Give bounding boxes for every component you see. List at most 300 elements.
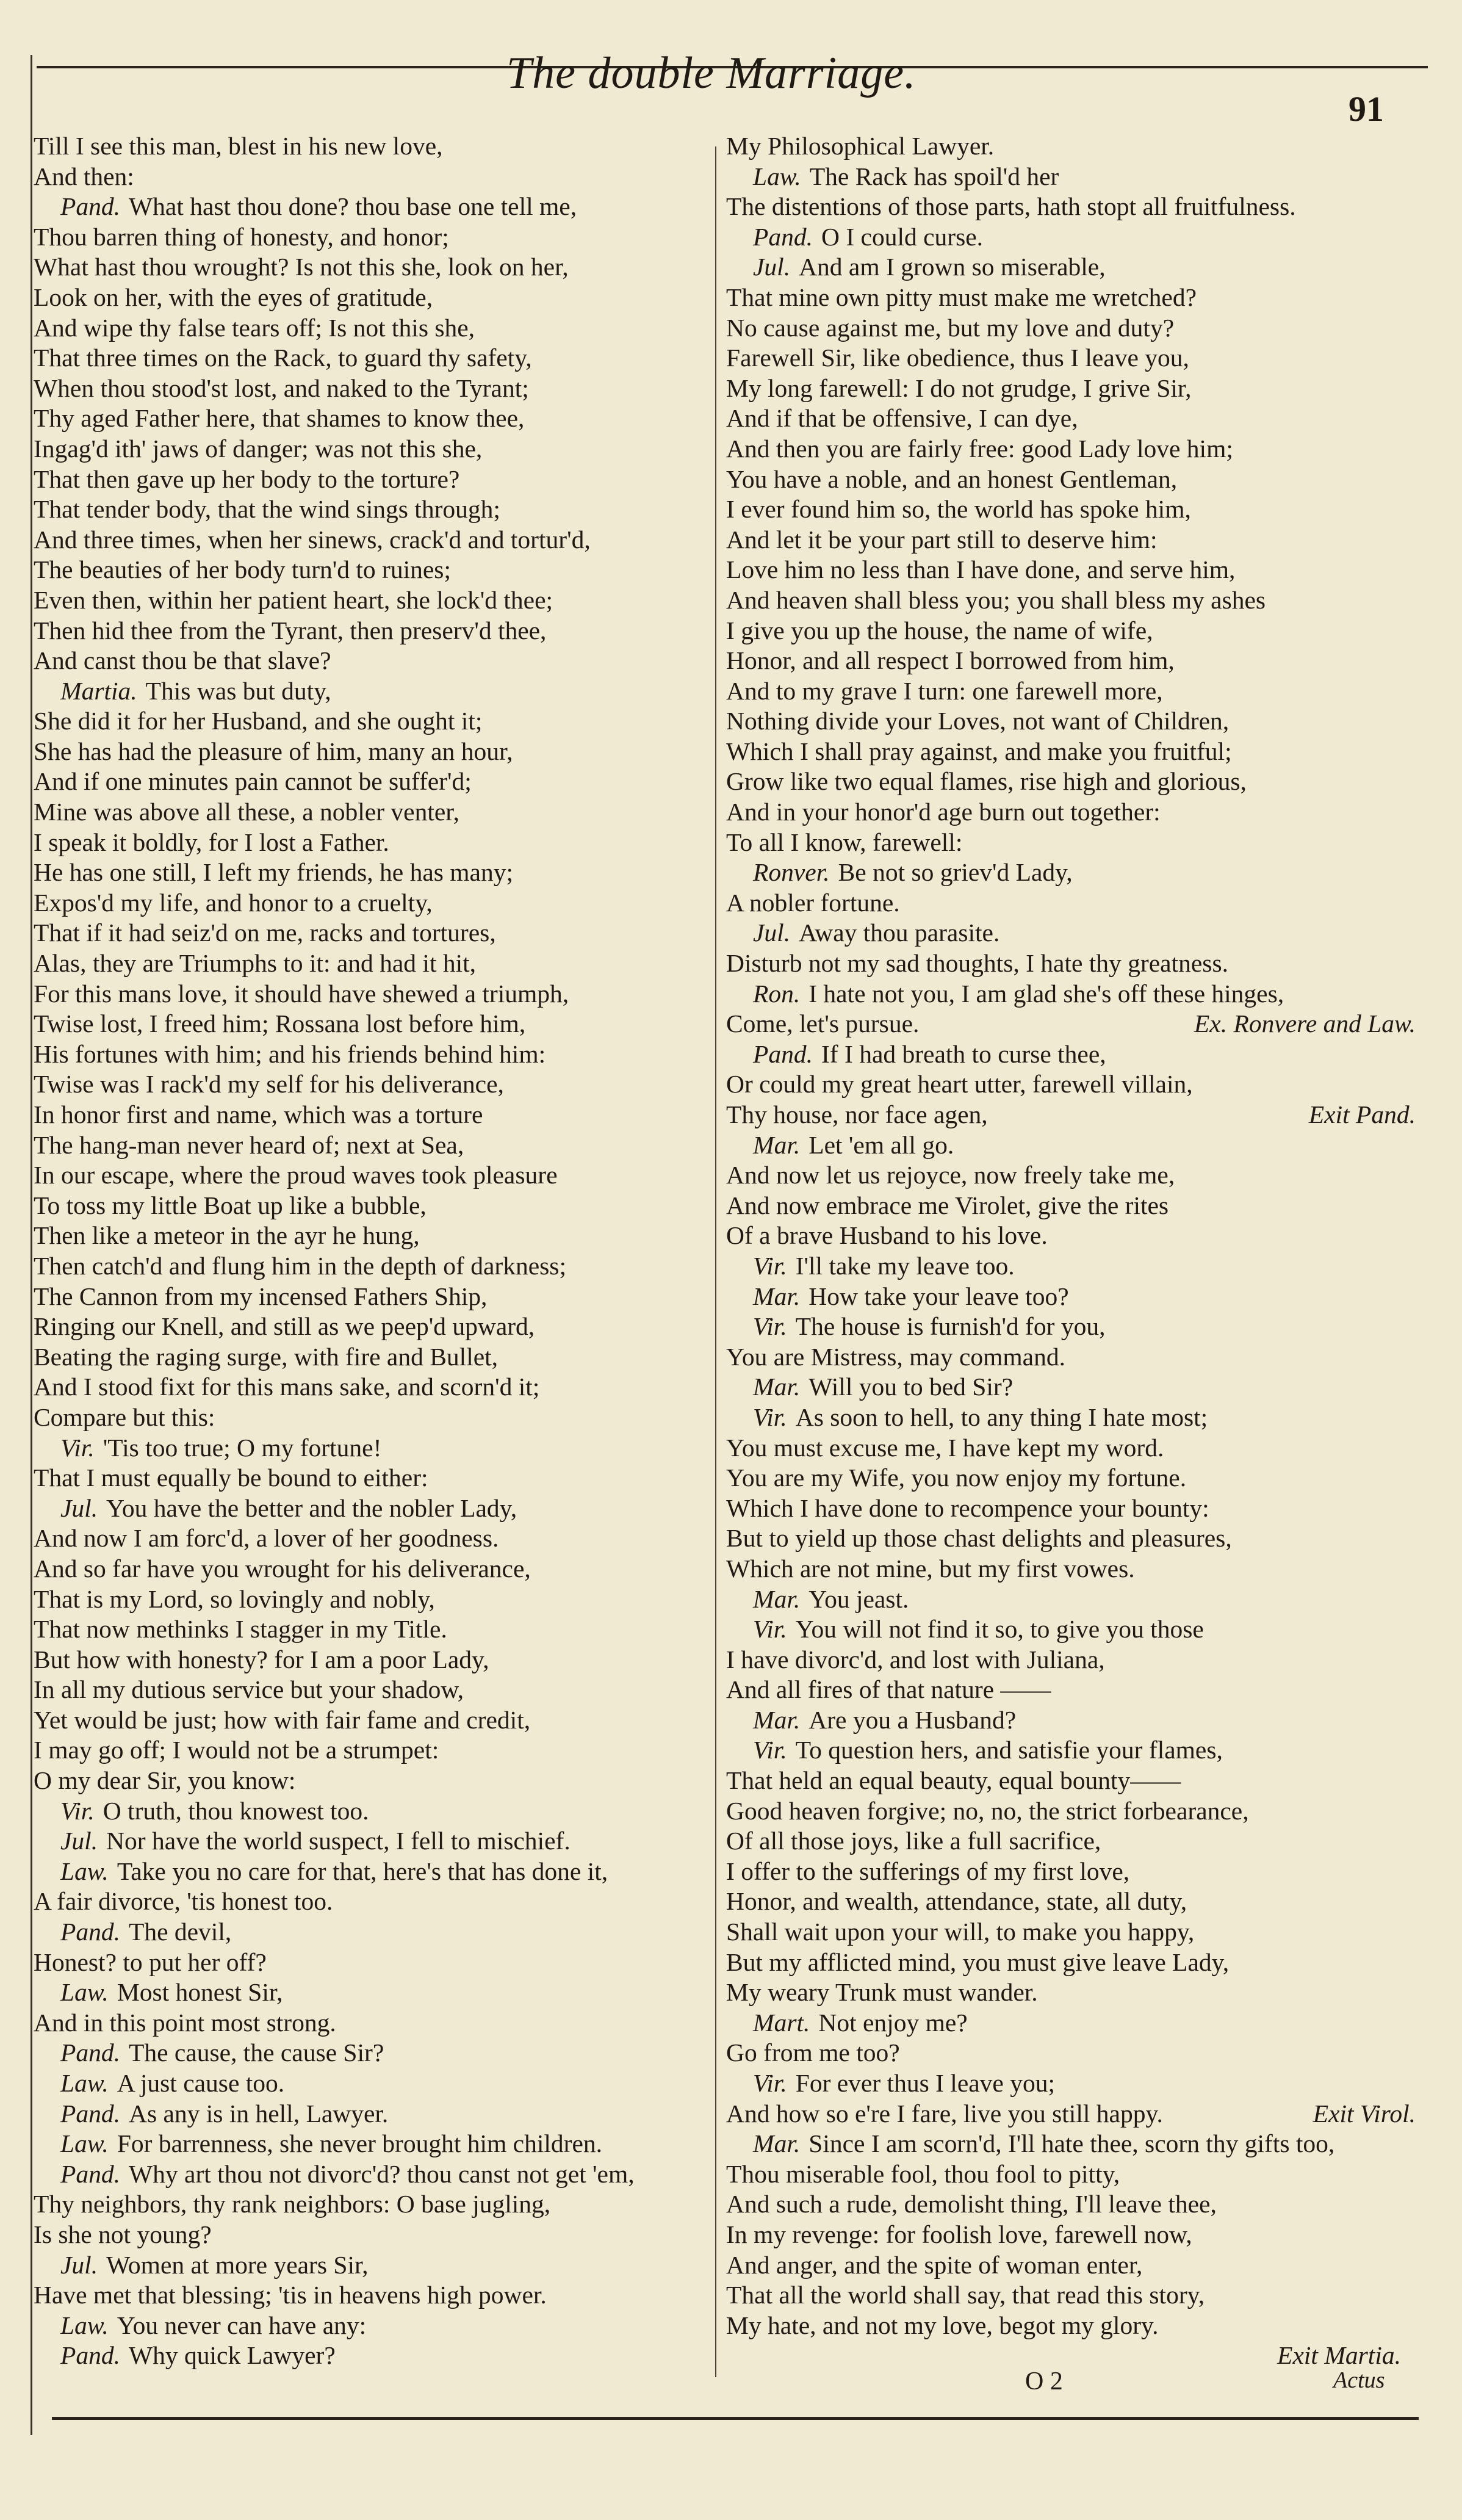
line-text: Honest? to put her off? — [34, 1948, 267, 1976]
verse-line — [34, 434, 717, 464]
speaker-label: Vir. — [60, 1796, 95, 1825]
line-text: I have divorc'd, and lost with Juliana, — [726, 1645, 1105, 1673]
verse-line — [726, 434, 1416, 464]
line-text: Most honest Sir, — [117, 1978, 283, 2007]
line-text: Look on her, with the eyes of gratitude, — [34, 283, 433, 311]
verse-line — [726, 797, 1416, 828]
verse-line — [34, 616, 717, 646]
verse-line — [726, 585, 1416, 616]
verse-line — [726, 1554, 1416, 1584]
verse-line — [34, 131, 717, 162]
line-text: Thou miserable fool, thou fool to pitty, — [726, 2159, 1120, 2188]
verse-line — [34, 2220, 717, 2250]
verse-line — [726, 2280, 1416, 2311]
line-text: When thou stood'st lost, and naked to the Tyrant; — [34, 374, 529, 402]
speaker-label: Law. — [60, 1857, 109, 1885]
verse-line — [726, 1282, 1416, 1312]
line-text: What hast thou done? thou base one tell me, — [128, 192, 577, 221]
verse-line — [34, 948, 717, 979]
line-text: Even then, within her patient heart, she lock'd thee; — [34, 585, 553, 614]
line-text: And now let us rejoyce, now freely take me, — [726, 1161, 1175, 1190]
line-text: 'Tis too true; O my fortune! — [103, 1433, 382, 1462]
verse-line — [726, 2038, 1416, 2068]
verse-line — [726, 1069, 1416, 1100]
verse-line — [726, 1675, 1416, 1705]
speaker-label: Martia. — [60, 676, 137, 705]
verse-line — [726, 767, 1416, 797]
verse-line — [34, 283, 717, 313]
line-text: And now I am forc'd, a lover of her goodness. — [34, 1524, 499, 1553]
verse-line — [726, 1130, 1416, 1161]
verse-line — [34, 1705, 717, 1736]
verse-line — [34, 1251, 717, 1282]
verse-line — [726, 1221, 1416, 1251]
line-text: For ever thus I leave you; — [795, 2069, 1055, 2097]
verse-line — [34, 1463, 717, 1493]
speaker-label: Law. — [60, 1978, 109, 2007]
verse-line — [34, 374, 717, 404]
verse-line — [34, 1614, 717, 1645]
verse-line — [726, 2250, 1416, 2281]
line-text: His fortunes with him; and his friends behind him: — [34, 1039, 546, 1068]
line-text: And so far have you wrought for his deliverance, — [34, 1554, 531, 1583]
verse-line — [726, 1584, 1416, 1615]
line-text: I ever found him so, the world has spoke him, — [726, 495, 1191, 524]
verse-line — [34, 2341, 717, 2371]
speaker-label: Jul. — [753, 919, 791, 947]
verse-line — [726, 131, 1416, 162]
line-text: Away thou parasite. — [799, 919, 1000, 947]
line-text: Alas, they are Triumphs to it: and had it hit, — [34, 949, 477, 978]
verse-line — [34, 676, 717, 707]
verse-line — [726, 494, 1416, 525]
line-text: Beating the raging surge, with fire and Bullet, — [34, 1342, 499, 1371]
verse-line — [34, 979, 717, 1009]
line-text: Good heaven forgive; no, no, the strict forbearance, — [726, 1796, 1249, 1825]
verse-line — [726, 1372, 1416, 1403]
verse-line — [34, 1372, 717, 1403]
line-text: I give you up the house, the name of wife, — [726, 616, 1153, 644]
catchword: Actus — [1333, 2367, 1385, 2393]
line-text: Twise lost, I freed him; Rossana lost before him, — [34, 1009, 526, 1038]
line-text: That three times on the Rack, to guard thy safety, — [34, 344, 532, 372]
line-text: That now methinks I stagger in my Title. — [34, 1615, 447, 1644]
verse-line — [34, 2159, 717, 2190]
line-text: In my revenge: for foolish love, farewell now, — [726, 2220, 1192, 2248]
verse-line — [726, 2099, 1416, 2129]
verse-line — [34, 767, 717, 797]
line-text: The house is furnish'd for you, — [795, 1312, 1106, 1341]
verse-line — [726, 2129, 1416, 2159]
line-text: Will you to bed Sir? — [808, 1373, 1014, 1401]
verse-line — [726, 1977, 1416, 2008]
verse-line — [726, 676, 1416, 707]
line-text: You are Mistress, may command. — [726, 1342, 1065, 1371]
speaker-label: Ron. — [753, 979, 801, 1008]
line-text: Nor have the world suspect, I fell to mischief. — [106, 1827, 571, 1855]
verse-line — [34, 1191, 717, 1221]
line-text: My long farewell: I do not grudge, I grive Sir, — [726, 374, 1192, 402]
verse-line — [726, 979, 1416, 1009]
speaker-label: Vir. — [60, 1433, 95, 1462]
verse-line — [726, 1766, 1416, 1796]
verse-line — [726, 222, 1416, 253]
line-text: Thy aged Father here, that shames to know thee, — [34, 404, 525, 433]
verse-line — [34, 162, 717, 192]
verse-line — [34, 2280, 717, 2311]
verse-line — [34, 1282, 717, 1312]
speaker-label: Jul. — [753, 253, 791, 281]
line-text: Not enjoy me? — [818, 2008, 968, 2037]
line-text: Then like a meteor in the ayr he hung, — [34, 1221, 420, 1250]
stage-direction: Exit Martia. — [1277, 2341, 1401, 2370]
line-text: Have met that blessing; 'tis in heavens high power. — [34, 2281, 547, 2309]
verse-line — [34, 1069, 717, 1100]
line-text: And in your honor'd age burn out together: — [726, 798, 1161, 826]
verse-line — [726, 1493, 1416, 1524]
line-text: But how with honesty? for I am a poor Lady, — [34, 1645, 489, 1673]
verse-line — [34, 1857, 717, 1887]
line-text: The distentions of those parts, hath stopt all fruitfulness. — [726, 192, 1296, 221]
line-text: Yet would be just; how with fair fame and credit, — [34, 1705, 531, 1734]
verse-line — [726, 616, 1416, 646]
verse-line — [34, 706, 717, 737]
line-text: Disturb not my sad thoughts, I hate thy greatness. — [726, 949, 1228, 978]
verse-line — [726, 1191, 1416, 1221]
line-text: And then you are fairly free: good Lady love him; — [726, 434, 1233, 463]
line-text: My hate, and not my love, begot my glory. — [726, 2311, 1159, 2339]
line-text: To question hers, and satisfie your flames, — [795, 1736, 1223, 1764]
left-column — [34, 131, 717, 2371]
line-text: The beauties of her body turn'd to ruines; — [34, 555, 451, 584]
verse-line — [726, 1917, 1416, 1948]
verse-line — [34, 1130, 717, 1161]
line-text: A fair divorce, 'tis honest too. — [34, 1887, 333, 1916]
line-text: As soon to hell, to any thing I hate most; — [795, 1403, 1208, 1431]
verse-line — [726, 2311, 1416, 2341]
verse-line — [34, 1342, 717, 1373]
stage-direction: Exit Pand. — [1308, 1100, 1416, 1128]
verse-line — [726, 374, 1416, 404]
line-text: That I must equally be bound to either: — [34, 1464, 428, 1492]
verse-line — [726, 1796, 1416, 1827]
verse-line — [34, 1584, 717, 1615]
verse-line — [726, 1705, 1416, 1736]
line-text: Twise was I rack'd my self for his deliverance, — [34, 1070, 504, 1099]
speaker-label: Law. — [60, 2311, 109, 2339]
line-text: Come, let's pursue. — [726, 1009, 920, 1038]
line-text: She has had the pleasure of him, many an hour, — [34, 737, 513, 765]
line-text: How take your leave too? — [808, 1282, 1069, 1310]
stage-direction: Ex. Ronvere and Law. — [1194, 1009, 1416, 1038]
line-text: I offer to the sufferings of my first love, — [726, 1857, 1130, 1885]
line-text: And wipe thy false tears off; Is not this she, — [34, 313, 475, 342]
signature-mark: O 2 — [1025, 2367, 1063, 2395]
footer-rule — [52, 2417, 1419, 2420]
speaker-label: Mar. — [753, 1705, 801, 1734]
speaker-label: Vir. — [753, 1312, 787, 1341]
speaker-label: Pand. — [753, 1039, 813, 1068]
line-text: That mine own pitty must make me wretched? — [726, 283, 1197, 311]
line-text: The Cannon from my incensed Fathers Ship, — [34, 1282, 488, 1310]
verse-line — [726, 1886, 1416, 1917]
line-text: Take you no care for that, here's that has done it, — [117, 1857, 608, 1885]
verse-line — [34, 2189, 717, 2220]
line-text: Which I have done to recompence your bounty: — [726, 1493, 1209, 1522]
verse-line — [726, 403, 1416, 434]
line-text: Honor, and wealth, attendance, state, all duty, — [726, 1887, 1187, 1916]
verse-line — [34, 1796, 717, 1827]
line-text: That all the world shall say, that read this story, — [726, 2281, 1205, 2309]
verse-line — [34, 222, 717, 253]
line-text: Shall wait upon your will, to make you happy, — [726, 1918, 1195, 1946]
line-text: My Philosophical Lawyer. — [726, 132, 995, 160]
verse-line — [726, 828, 1416, 858]
verse-line — [726, 1826, 1416, 1857]
line-text: I hate not you, I am glad she's off these hinges, — [808, 979, 1284, 1008]
speaker-label: Pand. — [60, 2159, 120, 2188]
speaker-label: Mar. — [753, 1584, 801, 1613]
line-text: In honor first and name, which was a torture — [34, 1100, 483, 1128]
line-text: And anger, and the spite of woman enter, — [726, 2250, 1143, 2279]
speaker-label: Vir. — [753, 1615, 787, 1644]
verse-line — [34, 1917, 717, 1948]
line-text: And three times, when her sinews, crack'd and tortur'd, — [34, 525, 591, 554]
line-text: A just cause too. — [117, 2069, 285, 2097]
line-text: And I stood fixt for this mans sake, and scorn'd it; — [34, 1373, 540, 1401]
speaker-label: Pand. — [60, 2341, 120, 2370]
verse-line — [34, 797, 717, 828]
verse-line — [726, 888, 1416, 919]
verse-line — [726, 1948, 1416, 1978]
line-text: Thy neighbors, thy rank neighbors: O base jugling, — [34, 2190, 551, 2219]
speaker-label: Pand. — [60, 192, 120, 221]
line-text: Till I see this man, blest in his new love, — [34, 132, 443, 160]
verse-line — [34, 2068, 717, 2099]
line-text: The cause, the cause Sir? — [128, 2038, 384, 2067]
line-text: Of all those joys, like a full sacrifice, — [726, 1827, 1101, 1855]
verse-line — [34, 828, 717, 858]
verse-line — [726, 1160, 1416, 1191]
line-text: Or could my great heart utter, farewell villain, — [726, 1070, 1193, 1099]
verse-line — [34, 1523, 717, 1554]
line-text: You never can have any: — [117, 2311, 367, 2339]
line-text: You are my Wife, you now enjoy my fortune. — [726, 1464, 1187, 1492]
verse-line — [726, 1523, 1416, 1554]
verse-line — [34, 1403, 717, 1433]
speaker-label: Mar. — [753, 1282, 801, 1310]
line-text: Honor, and all respect I borrowed from him, — [726, 646, 1175, 675]
line-text: And now embrace me Virolet, give the rites — [726, 1191, 1169, 1219]
verse-line — [726, 1403, 1416, 1433]
verse-line — [34, 1977, 717, 2008]
right-column — [726, 131, 1416, 2371]
verse-line — [726, 1100, 1416, 1130]
verse-line — [726, 1463, 1416, 1493]
line-text: This was but duty, — [145, 676, 331, 705]
line-text: Grow like two equal flames, rise high and glorious, — [726, 767, 1247, 796]
line-text: Nothing divide your Loves, not want of Children, — [726, 707, 1230, 735]
line-text: And how so e're I fare, live you still happy. — [726, 2099, 1163, 2128]
speaker-label: Vir. — [753, 1403, 787, 1431]
verse-line — [34, 252, 717, 283]
line-text: Women at more years Sir, — [106, 2250, 369, 2279]
verse-line — [726, 162, 1416, 192]
line-text: And then: — [34, 162, 134, 190]
verse-line — [726, 2220, 1416, 2250]
verse-line — [34, 494, 717, 525]
verse-line — [34, 2038, 717, 2068]
verse-line — [726, 1433, 1416, 1464]
line-text: Mine was above all these, a nobler venter, — [34, 798, 459, 826]
line-text: And let it be your part still to deserve him: — [726, 525, 1158, 554]
verse-line — [726, 706, 1416, 737]
line-text: Expos'd my life, and honor to a cruelty, — [34, 888, 433, 917]
line-text: Ingag'd ith' jaws of danger; was not this she, — [34, 434, 483, 463]
line-text: Then catch'd and flung him in the depth of darkness; — [34, 1251, 566, 1280]
verse-line — [726, 283, 1416, 313]
verse-line — [34, 403, 717, 434]
line-text: Farewell Sir, like obedience, thus I leave you, — [726, 344, 1189, 372]
line-text: To all I know, farewell: — [726, 828, 963, 856]
line-text: In our escape, where the proud waves took pleasure — [34, 1161, 558, 1190]
line-text: Are you a Husband? — [808, 1705, 1017, 1734]
line-text: If I had breath to curse thee, — [821, 1039, 1106, 1068]
line-text: He has one still, I left my friends, he has many; — [34, 858, 514, 887]
line-text: The hang-man never heard of; next at Sea, — [34, 1130, 464, 1159]
verse-line — [726, 1342, 1416, 1373]
line-text: You have the better and the nobler Lady, — [106, 1493, 517, 1522]
verse-line — [34, 1312, 717, 1342]
verse-line — [34, 1886, 717, 1917]
line-text: What hast thou wrought? Is not this she, look on her, — [34, 253, 569, 281]
speaker-label: Law. — [60, 2129, 109, 2158]
running-title: The double Marriage. — [506, 48, 916, 98]
line-text: Compare but this: — [34, 1403, 215, 1431]
verse-line — [726, 313, 1416, 344]
verse-line — [34, 525, 717, 555]
line-text: And to my grave I turn: one farewell more, — [726, 676, 1163, 705]
speaker-label: Vir. — [753, 1251, 787, 1280]
line-text: Why art thou not divorc'd? thou canst not get 'em, — [128, 2159, 635, 2188]
verse-line — [34, 1493, 717, 1524]
line-text: I'll take my leave too. — [795, 1251, 1015, 1280]
speaker-label: Mart. — [753, 2008, 810, 2037]
verse-line — [34, 1554, 717, 1584]
verse-line — [726, 948, 1416, 979]
line-text: Then hid thee from the Tyrant, then preserv'd thee, — [34, 616, 547, 644]
line-text: That is my Lord, so lovingly and nobly, — [34, 1584, 435, 1613]
line-text: Ringing our Knell, and still as we peep'd upward, — [34, 1312, 535, 1341]
line-text: Go from me too? — [726, 2038, 900, 2067]
verse-line — [34, 1826, 717, 1857]
line-text: I may go off; I would not be a strumpet: — [34, 1736, 439, 1764]
line-text: And in this point most strong. — [34, 2008, 336, 2037]
line-text: No cause against me, but my love and duty? — [726, 313, 1175, 342]
verse-line — [726, 1857, 1416, 1887]
line-text: You must excuse me, I have kept my word. — [726, 1433, 1164, 1462]
speaker-label: Jul. — [60, 2250, 98, 2279]
line-text: For this mans love, it should have shewed a triumph, — [34, 979, 569, 1008]
verse-line — [34, 192, 717, 222]
line-text: And all fires of that nature —— — [726, 1675, 1051, 1704]
line-text: You have a noble, and an honest Gentleman, — [726, 464, 1178, 493]
line-text: That tender body, that the wind sings through; — [34, 495, 500, 524]
line-text: Is she not young? — [34, 2220, 212, 2248]
verse-line — [34, 2129, 717, 2159]
verse-line — [34, 555, 717, 585]
line-text: My weary Trunk must wander. — [726, 1978, 1038, 2007]
verse-line — [726, 2189, 1416, 2220]
verse-line — [726, 1312, 1416, 1342]
line-text: Be not so griev'd Lady, — [838, 858, 1073, 887]
line-text: That if it had seiz'd on me, racks and tortures, — [34, 919, 496, 947]
line-text: That held an equal beauty, equal bounty—— — [726, 1766, 1181, 1795]
verse-line — [34, 2099, 717, 2129]
verse-line — [726, 1614, 1416, 1645]
verse-line — [726, 918, 1416, 948]
speaker-label: Mar. — [753, 1373, 801, 1401]
verse-line — [34, 2008, 717, 2038]
line-text: And heaven shall bless you; you shall bless my ashes — [726, 585, 1266, 614]
verse-line — [726, 192, 1416, 222]
speaker-label: Ronver. — [753, 858, 830, 887]
verse-line — [726, 1039, 1416, 1070]
line-text: And if that be offensive, I can dye, — [726, 404, 1078, 433]
verse-line — [726, 2159, 1416, 2190]
speaker-label: Mar. — [753, 1130, 801, 1159]
line-text: Thy house, nor face agen, — [726, 1100, 988, 1128]
speaker-label: Law. — [753, 162, 801, 190]
verse-line — [726, 464, 1416, 495]
verse-line — [34, 464, 717, 495]
page-number: 91 — [1349, 89, 1384, 129]
line-text: And if one minutes pain cannot be suffer'd; — [34, 767, 472, 796]
verse-line — [726, 343, 1416, 374]
line-text: A nobler fortune. — [726, 888, 900, 917]
line-text: The devil, — [128, 1918, 232, 1946]
line-text: Since I am scorn'd, I'll hate thee, scorn thy gifts too, — [808, 2129, 1335, 2158]
speaker-label: Pand. — [60, 2038, 120, 2067]
speaker-label: Vir. — [753, 2069, 787, 2097]
line-text: Let 'em all go. — [808, 1130, 954, 1159]
line-text: And am I grown so miserable, — [799, 253, 1106, 281]
line-text: For barrenness, she never brought him children. — [117, 2129, 603, 2158]
speaker-label: Mar. — [753, 2129, 801, 2158]
line-text: O I could curse. — [821, 222, 984, 251]
line-text: Of a brave Husband to his love. — [726, 1221, 1048, 1250]
verse-line — [34, 1009, 717, 1039]
verse-line — [726, 737, 1416, 767]
verse-line — [726, 1251, 1416, 1282]
verse-line — [726, 1645, 1416, 1675]
line-text: The Rack has spoil'd her — [809, 162, 1059, 190]
speaker-label: Pand. — [60, 2099, 120, 2128]
verse-line — [726, 1009, 1416, 1039]
verse-line — [726, 2068, 1416, 2099]
speaker-label: Vir. — [753, 1736, 787, 1764]
verse-line — [34, 918, 717, 948]
verse-line — [726, 1735, 1416, 1766]
verse-line — [34, 1100, 717, 1130]
speaker-label: Pand. — [60, 1918, 120, 1946]
column-divider — [715, 146, 716, 2377]
line-text: O my dear Sir, you know: — [34, 1766, 296, 1795]
line-text: And such a rude, demolisht thing, I'll leave thee, — [726, 2190, 1217, 2219]
verse-line — [726, 252, 1416, 283]
verse-line — [34, 313, 717, 344]
line-text: But my afflicted mind, you must give leave Lady, — [726, 1948, 1230, 1976]
